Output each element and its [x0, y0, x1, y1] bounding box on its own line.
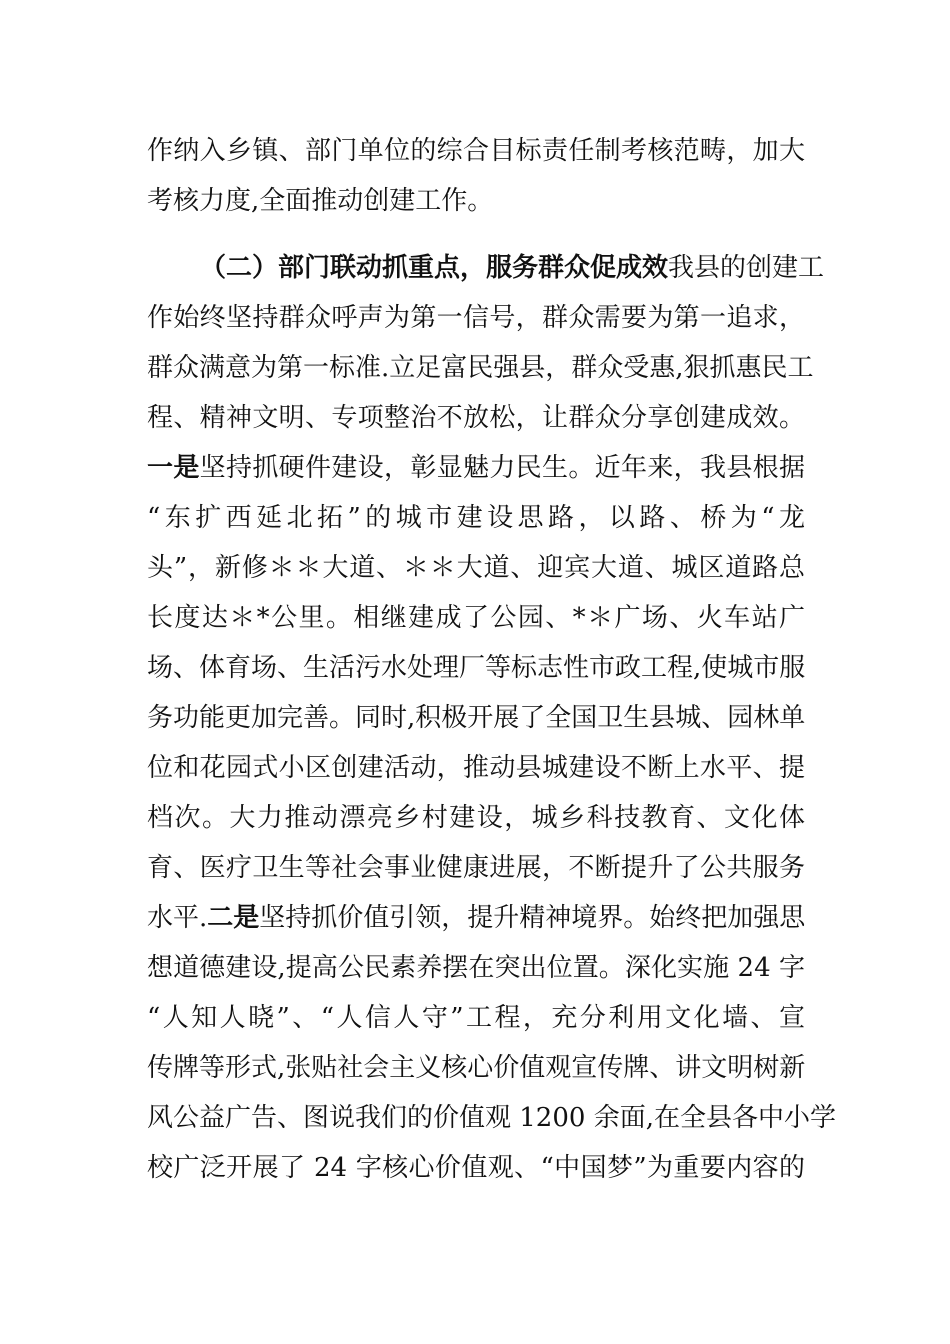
body-text: 育、医疗卫生等社会事业健康进展，不断提升了公共服务 — [147, 853, 805, 883]
body-text: 作纳入乡镇、部门单位的综合目标责任制考核范畴，加大 — [147, 136, 805, 166]
body-text: 坚持抓价值引领，提升精神境界。始终把加强思 — [259, 903, 806, 933]
body-text: 考核力度,全面推动创建工作。 — [147, 186, 494, 216]
body-text: 水平. — [147, 903, 208, 933]
text-line — [147, 648, 805, 688]
text-line — [147, 848, 805, 888]
text-line — [147, 131, 805, 171]
body-text: “人知人晓”、“人信人守”工程，充分利用文化墙、宣 — [147, 1003, 805, 1033]
body-text: 档次。大力推动漂亮乡村建设，城乡科技教育、文化体 — [147, 803, 805, 833]
bold-heading-text: （二）部门联动抓重点，服务群众促成效 — [200, 253, 669, 283]
body-text: 头”，新修＊＊大道、＊＊大道、迎宾大道、城区道路总 — [147, 553, 805, 583]
bold-heading-text: 一是 — [147, 453, 200, 483]
bold-heading-text: 二是 — [207, 903, 260, 933]
body-text: “东扩西延北拓”的城市建设思路，以路、桥为“龙 — [147, 503, 805, 533]
body-text: 我县的创建工 — [668, 253, 825, 283]
text-line — [147, 1148, 805, 1188]
body-text: 程、精神文明、专项整治不放松，让群众分享创建成效。 — [147, 403, 805, 433]
text-line — [147, 598, 805, 638]
text-line — [147, 798, 805, 838]
text-line — [147, 1048, 805, 1088]
body-text: 传牌等形式,张贴社会主义核心价值观宣传牌、讲文明树新 — [147, 1053, 806, 1083]
body-text: 校广泛开展了 24 字核心价值观、“中国梦”为重要内容的 — [147, 1153, 805, 1183]
text-line — [147, 181, 805, 221]
body-text: 务功能更加完善。同时,积极开展了全国卫生县城、园林单 — [147, 703, 806, 733]
body-text: 想道德建设,提高公民素养摆在突出位置。深化实施 24 字 — [147, 953, 805, 983]
body-text: 场、体育场、生活污水处理厂等标志性市政工程,使城市服 — [147, 653, 806, 683]
text-line — [147, 298, 805, 338]
text-line — [147, 898, 805, 938]
text-line — [147, 948, 805, 988]
body-text: 群众满意为第一标准.立足富民强县，群众受惠,狠抓惠民工 — [147, 353, 814, 383]
text-line — [147, 548, 805, 588]
text-line — [147, 398, 805, 438]
body-text: 坚持抓硬件建设，彰显魅力民生。近年来，我县根据 — [199, 453, 805, 483]
body-text: 位和花园式小区创建活动，推动县城建设不断上水平、提 — [147, 753, 805, 783]
body-text: 风公益广告、图说我们的价值观 1200 余面,在全县各中小学 — [147, 1103, 836, 1133]
body-text: 作始终坚持群众呼声为第一信号，群众需要为第一追求， — [147, 303, 805, 333]
text-line — [147, 748, 805, 788]
text-line — [200, 248, 825, 288]
text-line — [147, 1098, 836, 1138]
body-text: 长度达＊*公里。相继建成了公园、*＊广场、火车站广 — [147, 603, 805, 633]
text-line — [147, 498, 805, 538]
text-line — [147, 698, 805, 738]
text-line — [147, 998, 805, 1038]
text-line — [147, 448, 805, 488]
text-line — [147, 348, 814, 388]
